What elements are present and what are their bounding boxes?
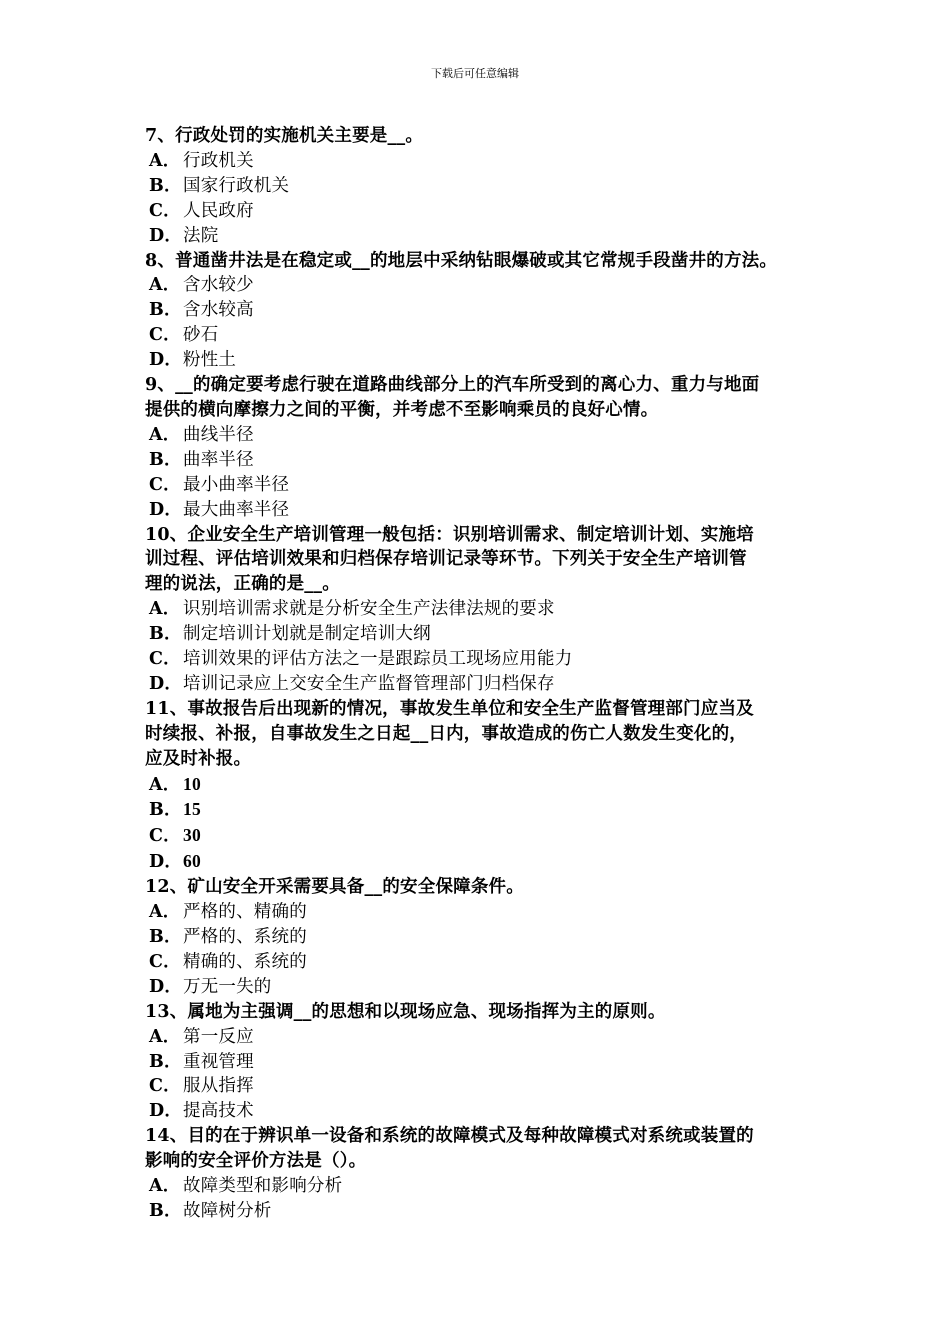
option-text: 15 <box>183 799 201 820</box>
question-list <box>145 124 825 1224</box>
answer-option <box>145 199 825 224</box>
option-text: 人民政府 <box>183 200 254 221</box>
question-stem-line: 10、企业安全生产培训管理一般包括：识别培训需求、制定培训计划、实施培 <box>145 524 754 545</box>
question-stem-line: 应及时补报。 <box>145 748 252 769</box>
answer-option <box>145 647 825 672</box>
answer-option <box>145 1025 825 1050</box>
answer-option <box>145 925 825 950</box>
answer-option <box>145 1050 825 1075</box>
question-stem-line: 时续报、补报，自事故发生之日起__日内，事故造成的伤亡人数发生变化的， <box>145 723 747 744</box>
question-item <box>145 523 825 697</box>
option-text: 10 <box>183 773 201 794</box>
option-letter: C． <box>149 200 181 221</box>
answer-option <box>145 597 825 622</box>
option-text: 故障树分析 <box>183 1200 272 1221</box>
question-stem <box>145 373 825 423</box>
option-text: 30 <box>183 825 201 846</box>
answer-option <box>145 622 825 647</box>
question-item <box>145 697 825 875</box>
option-text: 曲线半径 <box>183 424 254 445</box>
option-letter: C． <box>149 649 181 670</box>
option-text: 服从指挥 <box>183 1076 254 1097</box>
answer-option <box>145 1099 825 1124</box>
option-letter: C． <box>149 1076 181 1097</box>
question-stem <box>145 124 825 149</box>
question-stem <box>145 1000 825 1025</box>
question-stem-line: 8、普通凿井法是在稳定或__的地层中采纳钻眼爆破或其它常规手段凿井的方法。 <box>145 250 778 271</box>
answer-option <box>145 950 825 975</box>
question-stem-line: 理的说法，正确的是__。 <box>145 574 340 595</box>
option-text: 严格的、精确的 <box>183 902 307 923</box>
option-text: 培训记录应上交安全生产监督管理部门归档保存 <box>183 673 555 694</box>
option-text: 国家行政机关 <box>183 175 290 196</box>
option-letter: C． <box>149 826 181 847</box>
option-text: 含水较少 <box>183 275 254 296</box>
answer-option <box>145 672 825 697</box>
option-letter: A． <box>149 774 181 795</box>
question-stem <box>145 523 825 598</box>
answer-option <box>145 797 825 823</box>
answer-option <box>145 1199 825 1224</box>
option-text: 曲率半径 <box>183 449 254 470</box>
question-item <box>145 875 825 1000</box>
answer-option <box>145 149 825 174</box>
option-text: 提高技术 <box>183 1101 254 1122</box>
option-letter: C． <box>149 474 181 495</box>
answer-option <box>145 323 825 348</box>
option-text: 含水较高 <box>183 300 254 321</box>
answer-option <box>145 423 825 448</box>
option-text: 培训效果的评估方法之一是跟踪员工现场应用能力 <box>183 649 573 670</box>
question-item <box>145 373 825 522</box>
page-header: 下载后可任意编辑 <box>431 67 519 80</box>
option-letter: D． <box>149 225 183 246</box>
question-stem-line: 11、事故报告后出现新的情况，事故发生单位和安全生产监督管理部门应当及 <box>145 698 754 719</box>
option-text: 60 <box>183 851 201 872</box>
answer-option <box>145 174 825 199</box>
option-text: 砂石 <box>183 325 219 346</box>
option-text: 最小曲率半径 <box>183 474 290 495</box>
answer-option <box>145 849 825 875</box>
option-text: 法院 <box>183 225 219 246</box>
option-letter: D． <box>149 852 183 873</box>
answer-option <box>145 772 825 798</box>
option-text: 故障类型和影响分析 <box>183 1176 343 1197</box>
question-stem-line: 7、行政处罚的实施机关主要是__。 <box>145 126 424 146</box>
option-letter: A． <box>149 275 181 296</box>
answer-option <box>145 298 825 323</box>
option-letter: C． <box>149 325 181 346</box>
answer-option <box>145 498 825 523</box>
question-item <box>145 249 825 374</box>
question-stem-line: 提供的横向摩擦力之间的平衡，并考虑不至影响乘员的良好心情。 <box>145 399 659 420</box>
option-letter: A． <box>149 150 181 171</box>
option-text: 万无一失的 <box>183 976 272 997</box>
option-text: 识别培训需求就是分析安全生产法律法规的要求 <box>183 599 555 620</box>
question-item <box>145 1000 825 1125</box>
answer-option <box>145 1174 825 1199</box>
option-letter: D． <box>149 350 183 371</box>
option-letter: B． <box>149 1200 182 1221</box>
option-letter: C． <box>149 951 181 972</box>
answer-option <box>145 900 825 925</box>
option-letter: B． <box>149 300 182 321</box>
answer-option <box>145 1074 825 1099</box>
option-letter: A． <box>149 902 181 923</box>
option-letter: D． <box>149 499 183 520</box>
option-text: 行政机关 <box>183 150 254 171</box>
question-stem <box>145 875 825 900</box>
question-stem-line: 训过程、评估培训效果和归档保存培训记录等环节。下列关于安全生产培训管 <box>145 549 747 570</box>
question-stem <box>145 697 825 772</box>
option-text: 第一反应 <box>183 1026 254 1047</box>
option-text: 精确的、系统的 <box>183 951 307 972</box>
question-item <box>145 1124 825 1224</box>
option-letter: A． <box>149 599 181 620</box>
option-letter: D． <box>149 673 183 694</box>
option-letter: A． <box>149 424 181 445</box>
option-letter: A． <box>149 1176 181 1197</box>
question-item <box>145 124 825 249</box>
option-letter: B． <box>149 927 182 947</box>
answer-option <box>145 448 825 473</box>
answer-option <box>145 975 825 1000</box>
option-text: 重视管理 <box>183 1051 254 1072</box>
question-stem-line: 12、矿山安全开采需要具备__的安全保障条件。 <box>145 877 524 898</box>
option-text: 制定培训计划就是制定培训大纲 <box>183 624 431 645</box>
option-letter: B． <box>149 175 182 196</box>
answer-option <box>145 273 825 298</box>
question-stem <box>145 1124 825 1174</box>
option-letter: B． <box>149 1051 182 1072</box>
question-stem-line: 9、__的确定要考虑行驶在道路曲线部分上的汽车所受到的离心力、重力与地面 <box>145 375 760 396</box>
option-letter: B． <box>149 449 182 470</box>
question-stem-line: 14、目的在于辨识单一设备和系统的故障模式及每种故障模式对系统或装置的 <box>145 1126 754 1147</box>
option-letter: B． <box>149 800 182 821</box>
question-stem <box>145 249 825 274</box>
option-letter: D． <box>149 976 183 997</box>
answer-option <box>145 473 825 498</box>
option-letter: A． <box>149 1026 181 1047</box>
answer-option <box>145 224 825 249</box>
question-stem-line: 影响的安全评价方法是（）。 <box>145 1151 367 1172</box>
option-letter: D． <box>149 1101 183 1122</box>
option-text: 粉性土 <box>183 350 237 371</box>
option-text: 最大曲率半径 <box>183 499 290 520</box>
question-stem-line: 13、属地为主强调__的思想和以现场应急、现场指挥为主的原则。 <box>145 1001 666 1022</box>
answer-option <box>145 823 825 849</box>
option-letter: B． <box>149 624 182 645</box>
answer-option <box>145 348 825 373</box>
option-text: 严格的、系统的 <box>183 927 307 947</box>
